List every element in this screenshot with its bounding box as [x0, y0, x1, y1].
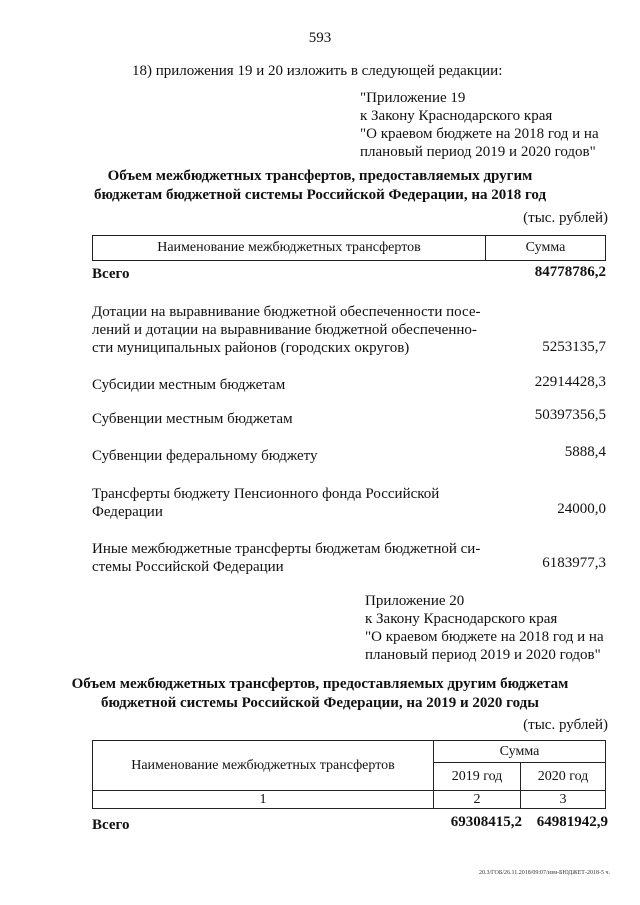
row-value: 5253135,7 [542, 339, 606, 355]
column-header-sum: Сумма [486, 236, 606, 261]
column-header-2020: 2020 год [521, 763, 606, 791]
row-label: Трансферты бюджету Пенсионного фонда Российской Федерации [92, 486, 440, 520]
column-header-name: Наименование межбюджетных трансфертов [93, 741, 434, 791]
total-value-2019: 69308415,2 [450, 814, 522, 830]
appendix-20-line: Приложение 20 [365, 593, 465, 609]
appendix-19-header [360, 89, 599, 161]
table-2019-2020-header [92, 740, 606, 809]
appendix-19-title: Объем межбюджетных трансфертов, предоставляемых другим бюджетам бюджетной системы Российской Федерации, на 2018 год [93, 168, 547, 203]
appendix-20-line: к Закону Краснодарского края [365, 611, 558, 627]
appendix-19-line: "О краевом бюджете на 2018 год и на [360, 126, 599, 142]
total-value-2020: 64981942,9 [536, 814, 608, 830]
column-number-1: 1 [93, 791, 434, 809]
page-number: 593 [308, 30, 332, 46]
total-label: Всего [92, 266, 130, 282]
row-value: 5888,4 [564, 444, 606, 460]
row-label: Субвенции федеральному бюджету [92, 448, 318, 464]
column-number-3: 3 [521, 791, 606, 809]
amendment-intro: 18) приложения 19 и 20 изложить в следующей редакции: [132, 63, 503, 79]
total-label: Всего [92, 817, 130, 833]
appendix-19-line: плановый период 2019 и 2020 годов" [360, 144, 596, 160]
appendix-20-title: Объем межбюджетных трансфертов, предоставляемых другим бюджетам бюджетной системы Российской Федерации, на 2019 и 2020 годы [71, 676, 569, 711]
column-number-2: 2 [434, 791, 521, 809]
units-label: (тыс. рублей) [523, 210, 608, 226]
appendix-19-line: к Закону Краснодарского края [360, 108, 553, 124]
row-label: Иные межбюджетные трансферты бюджетам бюджетной си- стемы Российской Федерации [92, 541, 481, 575]
appendix-20-line: "О краевом бюджете на 2018 год и на [365, 629, 604, 645]
total-value: 84778786,2 [534, 264, 606, 280]
row-value: 22914428,3 [534, 374, 606, 390]
column-header-2019: 2019 год [434, 763, 521, 791]
appendix-19-line: "Приложение 19 [360, 90, 466, 106]
appendix-20-line: плановый период 2019 и 2020 годов" [365, 647, 601, 663]
row-label: Дотации на выравнивание бюджетной обеспеченности посе- лений и дотации на выравнивание бюджетной обеспеченно- сти муниципальных районов (городских округов) [92, 304, 481, 356]
row-value: 6183977,3 [542, 555, 606, 571]
row-value: 24000,0 [557, 501, 606, 517]
units-label: (тыс. рублей) [523, 717, 608, 733]
appendix-20-header [365, 592, 604, 664]
column-header-name: Наименование межбюджетных трансфертов [93, 236, 486, 261]
row-value: 50397356,5 [534, 407, 606, 423]
row-label: Субсидии местным бюджетам [92, 377, 286, 393]
row-label: Субвенции местным бюджетам [92, 411, 293, 427]
table-2018-header [92, 235, 606, 261]
footer-document-code: 20.3/ГОБ/26.11.2018/09:07/изм-БЮДЖЕТ-2018-5 ч. [479, 870, 610, 876]
column-header-sum: Сумма [434, 741, 606, 763]
